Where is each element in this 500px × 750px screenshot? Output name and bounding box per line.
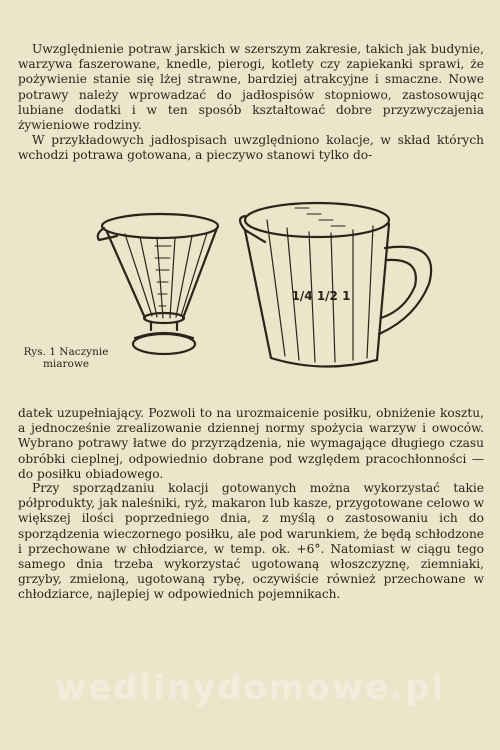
- site-watermark: wedlinydomowe.pl: [54, 668, 446, 708]
- paragraph-example-menus: W przykładowych jadłospisach uwzględniono kolacje, w skład których wchodzi potrawa gotowana, a pieczywo stanowi tylko do-: [18, 133, 484, 163]
- measuring-cup-drawing: [98, 214, 218, 354]
- paragraph-supplement-benefits: datek uzupełniający. Pozwoli to na urozmaicenie posiłku, obniżenie kosztu, a jednocześnie zrealizowanie dziennej normy spożycia warzyw i owoców. Wybrano potrawy łatwe do przyrządzenia, nie wymagające długiego czasu obróbki cieplnej, odpowiednio dobrane pod względem pracochłonności — do posiłku obiadowego.: [18, 406, 484, 481]
- jug-volume-marking: 1/4 1/2 1: [291, 289, 351, 303]
- paragraph-semi-products: Przy sporządzaniu kolacji gotowanych można wykorzystać takie półprodukty, jak naleśniki, ryż, makaron lub kasze, przygotowane celowo w większej ilości poprzedniego dnia, z myślą o zastosowaniu ich do sporządzenia wieczornego posiłku, ale pod warunkiem, że będą schłodzone i przechowane w chłodziarce, w temp. ok. +6°. Natomiast w ciągu tego samego dnia trzeba wykorzystać ugotowaną włoszczyznę, ziemniaki, grzyby, zmieloną, ugotowaną rybę, oczywiście również przechowane w chłodziarce, najlepiej w odpowiednich pojemnikach.: [18, 481, 484, 602]
- figure-caption: Rys. 1 Naczynie miarowe: [23, 346, 109, 370]
- measuring-jug-drawing: [240, 203, 431, 367]
- measuring-vessels-illustration: [95, 188, 445, 373]
- paragraph-vegetarian-dishes: Uwzględnienie potraw jarskich w szerszym zakresie, takich jak budynie, warzywa faszerowane, knedle, pierogi, kotlety czy zapiekanki sprawi, że pożywienie stanie się lżej strawne, bardziej atrakcyjne i smaczne. Nowe potrawy należy wprowadzać do jadłospisów stopniowo, zastosowując lubiane dodatki i w ten sposób kształtować dobre przyzwyczajenia żywieniowe rodziny.: [18, 42, 484, 133]
